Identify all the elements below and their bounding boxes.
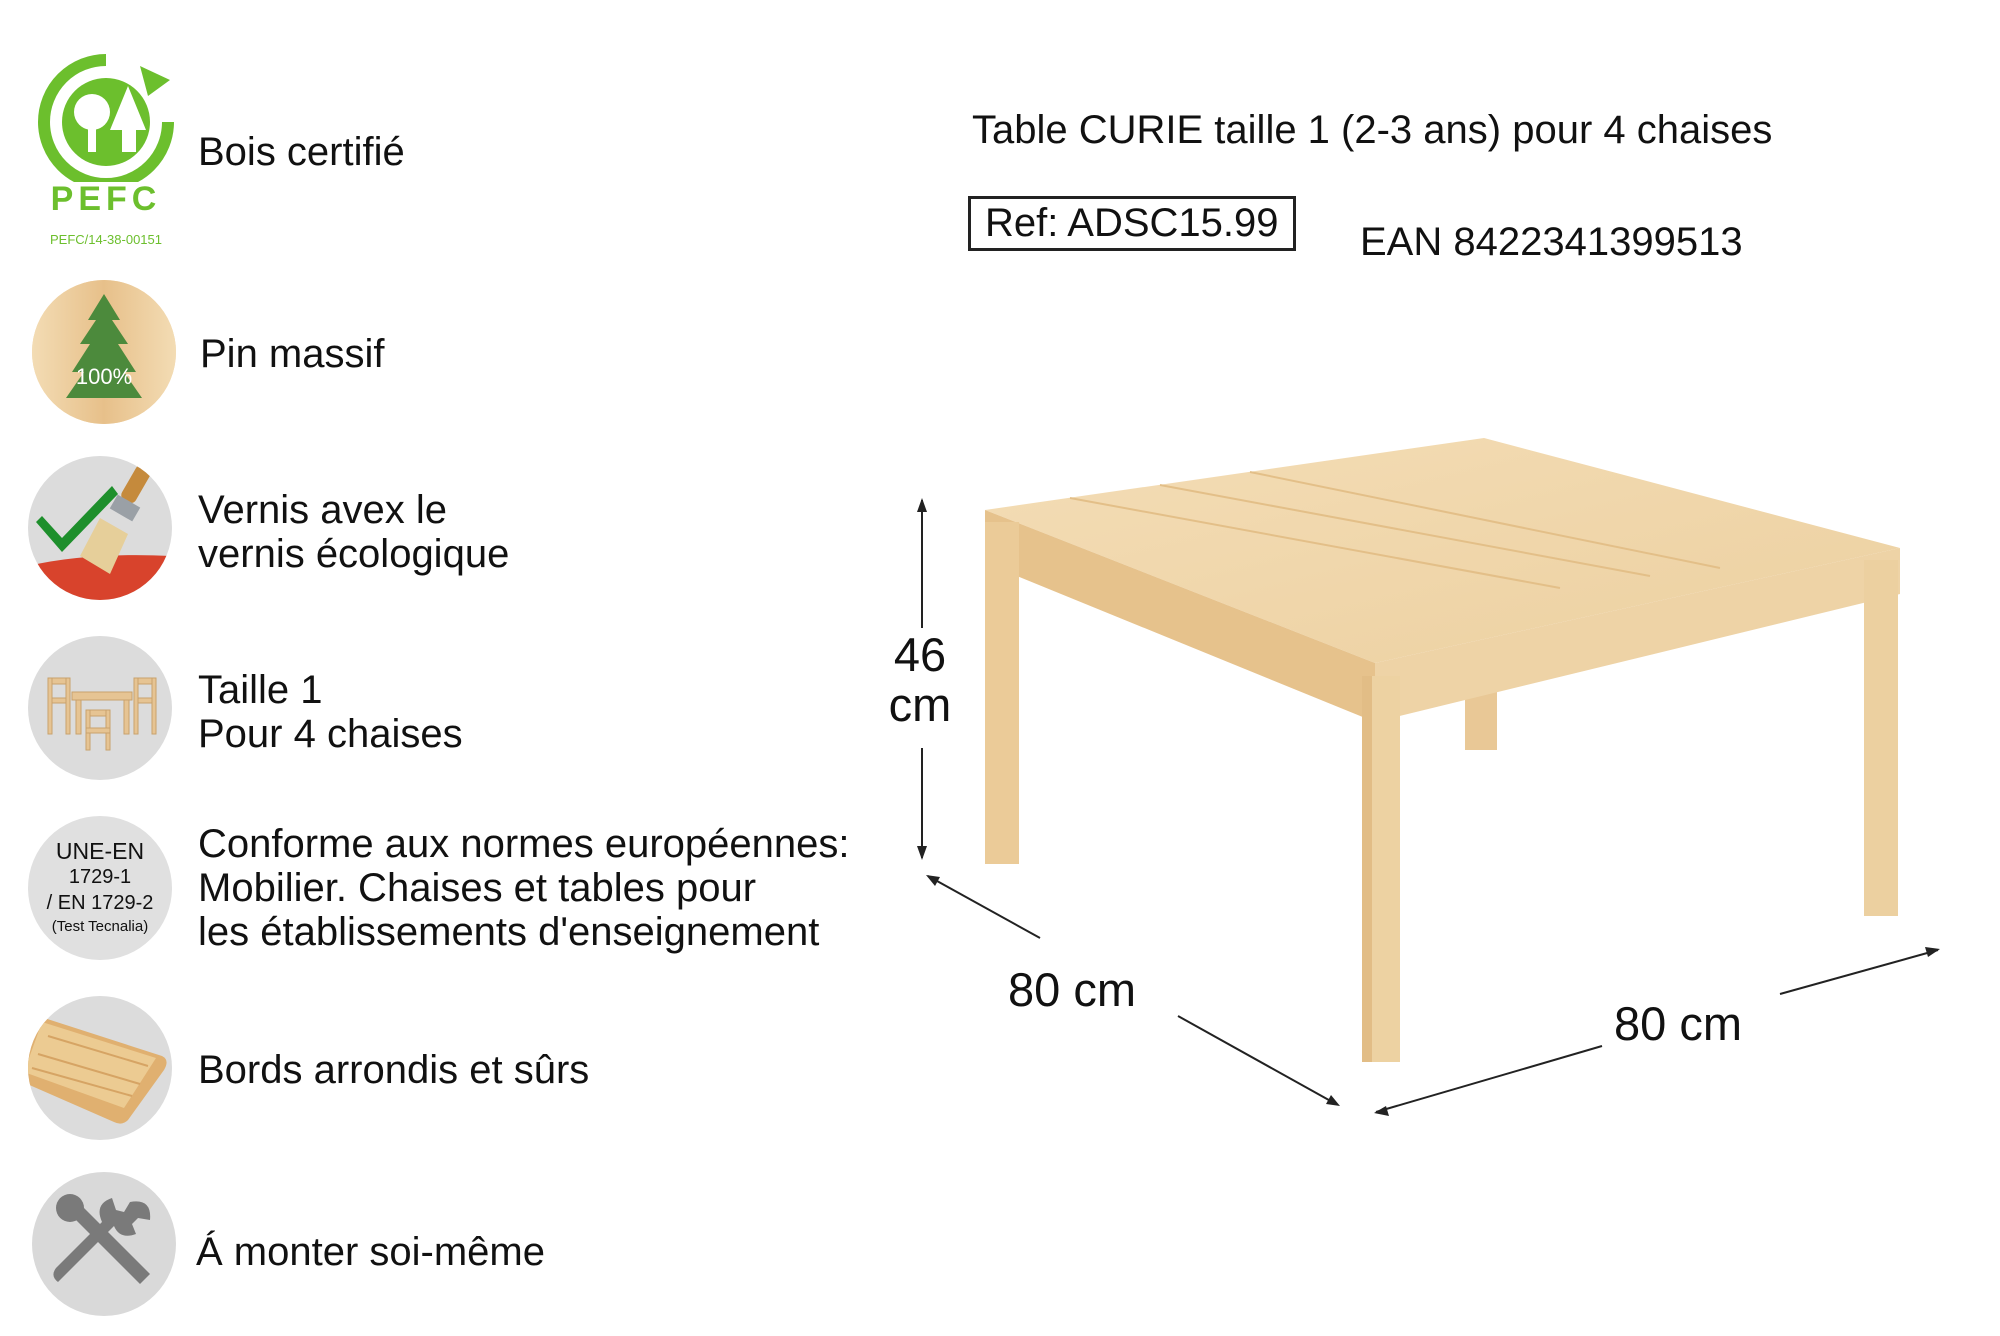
width-label: 80 cm [1614,997,1742,1050]
feature-line: Mobilier. Chaises et tables pour [198,866,757,910]
table-leg-back [1465,690,1497,750]
feature-line: Taille 1 [198,668,323,712]
feature-solid-pine [200,332,385,376]
product-ean: EAN 8422341399513 [1360,220,1743,264]
feature-line: Vernis avex le [198,488,448,532]
table-illustration [860,420,1980,1140]
height-value: 46 [893,628,947,681]
pefc-logo-icon [30,52,182,262]
feature-line: Pin massif [200,332,385,376]
feature-certified-wood [198,130,405,174]
product-ref: Ref: ADSC15.99 [968,196,1296,251]
table-chairs-icon [28,636,172,780]
feature-eco-varnish [198,488,509,576]
norm-line: (Test Tecnalia) [51,918,149,935]
feature-rounded-edges [198,1048,589,1092]
feature-line: vernis écologique [198,532,510,576]
feature-line: Bords arrondis et sûrs [198,1048,590,1092]
depth-label: 80 cm [1008,963,1136,1016]
feature-line: les établissements d'enseignement [198,910,820,954]
rounded-edge-icon [28,996,172,1140]
pine-tree-icon [32,280,176,424]
feature-norms [198,822,849,954]
pefc-logo-letters: PEFC [50,180,162,218]
norm-line: UNE-EN [55,838,145,864]
table-leg-left [985,522,1019,864]
feature-line: Pour 4 chaises [198,712,463,756]
feature-self-assembly [196,1230,545,1274]
varnish-brush-icon [28,456,172,600]
norm-icon [28,816,172,960]
product-title: Table CURIE taille 1 (2-3 ans) pour 4 chaises [972,108,1773,152]
table-top [985,438,1900,663]
tools-icon [32,1172,176,1316]
pefc-logo-code: PEFC/14-38-00151 [49,232,162,247]
feature-size [198,668,463,756]
feature-line: Bois certifié [198,130,405,174]
feature-line: Á monter soi-même [196,1230,545,1274]
feature-line: Conforme aux normes européennes: [198,822,850,866]
norm-line: / EN 1729-2 [46,892,154,914]
pine-badge: 100% [75,364,133,389]
norm-line: 1729-1 [68,866,132,888]
height-unit: cm [888,678,952,731]
table-leg-right [1864,560,1898,916]
height-label [870,630,970,730]
